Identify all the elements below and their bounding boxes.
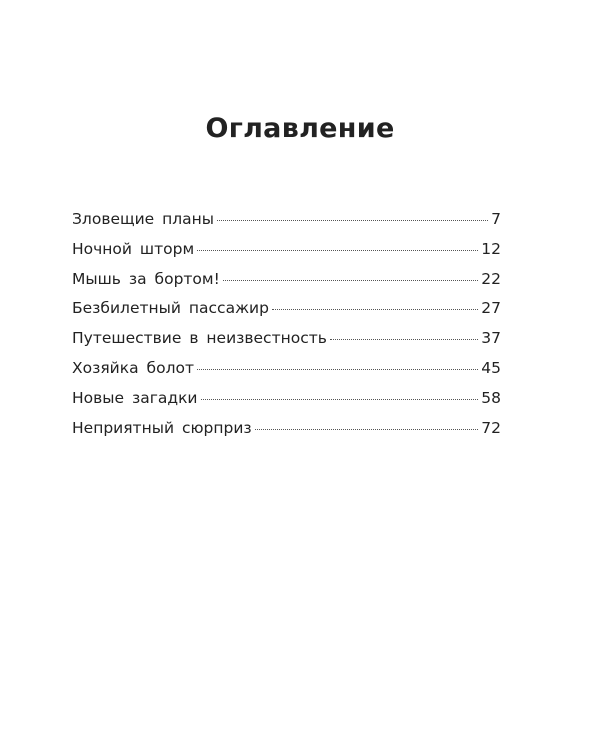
page-title: Оглавление [205,113,395,144]
toc-entry-page: 27 [481,299,501,318]
toc-entry-title: Ночной шторм [72,239,195,258]
toc-entry-title: Путешествие в неизвестность [72,329,327,348]
dot-leader [272,309,478,310]
toc-entry-title: Неприятный сюрприз [72,418,252,437]
dot-leader [201,399,479,400]
toc-entry-page: 58 [481,388,501,407]
dot-leader [197,369,478,370]
toc-entry [72,210,501,240]
toc-entry [72,299,501,329]
toc-entry [72,359,501,389]
toc-entry-page: 37 [481,329,501,348]
toc-entry-title: Мышь за бортом! [72,269,220,288]
dot-leader [217,220,488,221]
dot-leader [223,280,478,281]
toc-entry-title: Безбилетный пассажир [72,299,269,318]
toc-entry-page: 22 [481,269,501,288]
toc-entry-title: Хозяйка болот [72,358,194,377]
toc-entry [72,389,501,419]
toc-entry [72,329,501,359]
toc-entry-page: 7 [491,210,501,228]
toc-entry-page: 12 [481,239,501,258]
dot-leader [197,250,478,251]
toc-entry [72,240,501,270]
toc-entry [72,419,501,449]
toc-entry [72,270,501,300]
dot-leader [330,339,478,340]
dot-leader [255,429,479,430]
table-of-contents [72,210,501,448]
toc-entry-title: Новые загадки [72,388,198,407]
toc-entry-page: 72 [481,418,501,437]
toc-entry-title: Зловещие планы [72,210,215,228]
toc-entry-page: 45 [481,358,501,377]
